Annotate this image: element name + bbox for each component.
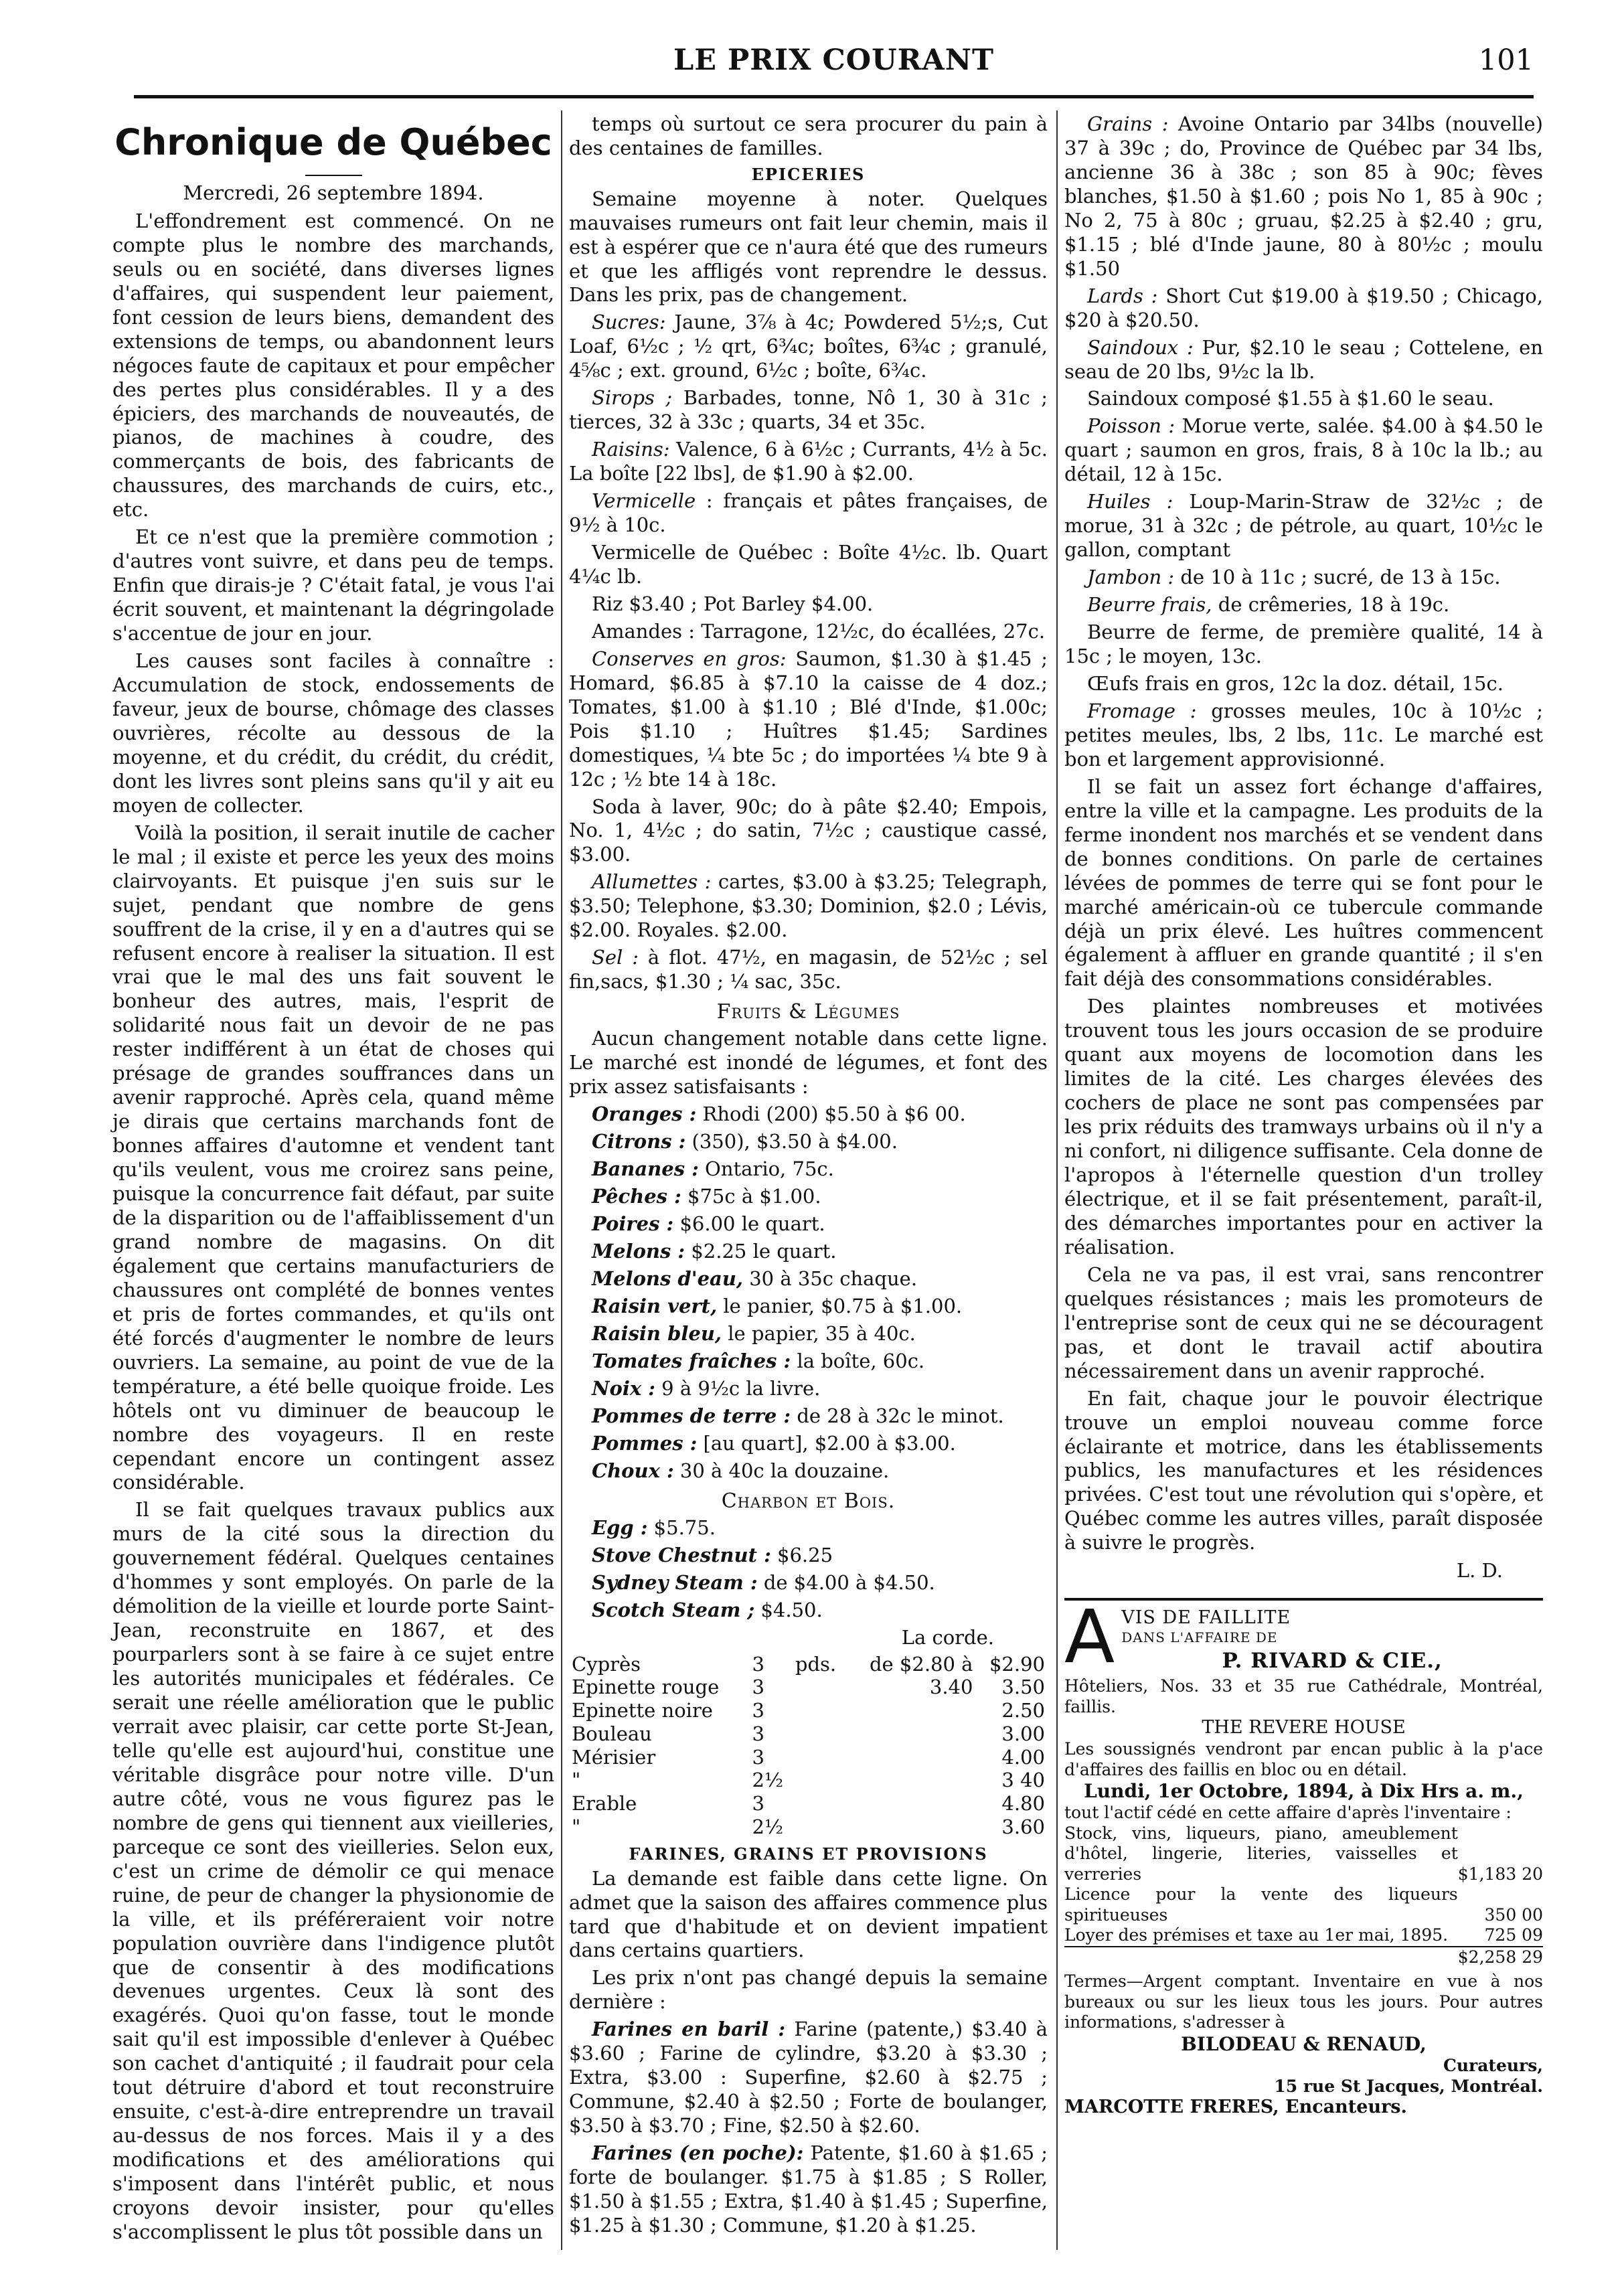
price-entry bbox=[569, 1130, 1048, 1154]
price-entry-text: Vermicelle de Québec : Boîte 4½c. lb. Quart 4¼c lb. bbox=[569, 541, 1048, 588]
price-entry-text: Beurre de ferme, de première qualité, 14 à 15c ; le moyen, 13c. bbox=[1064, 621, 1543, 668]
wood-cell-unit bbox=[793, 1746, 847, 1769]
price-entry bbox=[569, 1599, 1048, 1623]
price-entry bbox=[569, 1432, 1048, 1456]
inventory-amount: 350 00 bbox=[1484, 1904, 1543, 1925]
price-entry bbox=[569, 1516, 1048, 1540]
paragraph: Il se fait quelques travaux publics aux murs de la cité sous la direction du gouvernement fédéral. Quelques centaines d'hommes y sont employés. On parle de la démolition de la vieille et lourde porte Saint-Jean, reconstruite en 1867, et des pourparlers sont à se faire à ce sujet entre les autorités municipales et fédérales. Ce serait une réelle amélioration que le public verrait avec plaisir, car cette porte St-Jean, telle qu'elle est aujourd'hui, constitue une véritable disgrâce pour notre ville. D'un autre côté, vous ne vous figurez pas le nombre de gens qui tiennent aux vieilleries, parceque ce sont des vieilleries. Selon eux, c'est un crime de démolir ce qui menace ruine, de peur de changer la physionomie de la ville, et ils préféreraient voir notre population ouvrière dans l'indigence plutôt que de consentir à des modifications devenues urgentes. Ceux là sont des exagérés. Quoi qu'on fasse, tout le monde sait qu'il est impossible d'enlever à Québec son cachet d'antiquité ; il faudrait pour cela tout détruire d'abord et tout reconstruire ensuite, c'est-à-dire entreprendre un travail au-dessus de nos forces. Mais il y a des modifications et des améliorations qui s'imposent dans l'intérêt public, et nous croyons devoir insister, pour qu'elles s'accomplissent le plus tôt possible dans un bbox=[112, 1498, 555, 2244]
price-entry-label: Farines en baril : bbox=[592, 2018, 786, 2041]
price-entry-text: Soda à laver, 90c; do à pâte $2.40; Empois, No. 1, 4½c ; do satin, 7½c ; caustique cassé, $3.00. bbox=[569, 795, 1048, 866]
price-entry-label: Sydney Steam : bbox=[592, 1570, 758, 1594]
notice-curators-role: Curateurs, bbox=[1443, 2056, 1543, 2076]
price-entry-label: Saindoux : bbox=[1087, 335, 1194, 359]
price-entry-text: de $4.00 à $4.50. bbox=[757, 1570, 935, 1594]
price-entry bbox=[1064, 621, 1543, 669]
price-entry bbox=[569, 1377, 1048, 1401]
paragraph: L'effondrement est commencé. On ne compte plus le nombre des marchands, seuls ou en société, dans diverses lignes d'affaires, qui suspendent leur paiement, font cession de leurs biens, demandent des extensions de temps, ou abandonnent leurs négoces faute de capitaux et pour empêcher des pertes plus considérables. Il y a des épiciers, des marchands de nouveautés, de pianos, de machines à coudre, des commerçants de bois, des fabricants de chaussures, des marchands de cuirs, etc., etc. bbox=[112, 209, 554, 521]
price-entry-text: : français et pâtes françaises, de 9½ à 10c. bbox=[569, 489, 1048, 537]
newspaper-title: LE PRIX COURANT bbox=[673, 44, 995, 77]
price-entry-label: Jambon : bbox=[1087, 566, 1175, 589]
notice-terms: Termes—Argent comptant. Inventaire en vue à nos bureaux ou sur les lieux tous les jours. Pour autres informations, s'adresser à bbox=[1064, 1971, 1543, 2032]
wood-row bbox=[569, 1653, 1048, 1676]
price-entry bbox=[569, 311, 1048, 383]
wood-cell-p1 bbox=[847, 1769, 976, 1792]
wood-cell-p2: 2.50 bbox=[1001, 1699, 1045, 1722]
price-entry-text: [au quart], $2.00 à $3.00. bbox=[697, 1431, 956, 1455]
notice-firm: P. RIVARD & CIE., bbox=[1222, 1648, 1443, 1673]
inventory-label: Loyer des prémises et taxe au 1er mai, 1895. bbox=[1064, 1925, 1449, 1945]
section-rule bbox=[1064, 1598, 1543, 1601]
notice-address: Hôteliers, Nos. 33 et 35 rue Cathédrale, Montréal, faillis. bbox=[1064, 1676, 1543, 1716]
price-entry-label: Egg : bbox=[592, 1516, 648, 1539]
price-entry-text: Farine (patente,) $3.40 à $3.60 ; Farine de cylindre, $3.20 à $3.30 ; Extra, $3.00 : Superfine, $2.60 à $2.75 ; Commune, $2.40 à $2.50 ; Forte de boulanger, $3.50 à $3.70 ; Fine, $2.50 à $2.60. bbox=[569, 2018, 1048, 2137]
price-entry-label: Sucres: bbox=[592, 311, 666, 334]
price-entry bbox=[569, 541, 1048, 589]
header-rule bbox=[134, 95, 1534, 98]
price-entry-label: Poires : bbox=[592, 1212, 674, 1236]
price-entry-text: grosses meules, 10c à 10½c ; petites meules, lbs, 2 lbs, 11c. Le marché est bon et largement approvisionné. bbox=[1064, 699, 1543, 771]
wood-cell-unit bbox=[793, 1815, 847, 1839]
inventory-row bbox=[1064, 1925, 1543, 1946]
paragraph: En fait, chaque jour le pouvoir électrique trouve un emploi nouveau comme force éclairante et motrice, dans les établissements publics, les manufactures et les résidences privées. C'est tout une révolution qui s'opère, et Québec comme les autres villes, paraît disposée à suivre le progrès. bbox=[1064, 1386, 1543, 1554]
wood-cell-p2: 3.00 bbox=[1001, 1722, 1045, 1745]
price-entry-label: Sirops ; bbox=[592, 386, 673, 410]
price-entry-text: 30 à 40c la douzaine. bbox=[673, 1459, 890, 1482]
wood-cell-name: Erable bbox=[572, 1792, 637, 1815]
price-entry bbox=[569, 2141, 1048, 2238]
price-entry-text: le panier, $0.75 à $1.00. bbox=[717, 1294, 963, 1317]
notice-hotel: THE REVERE HOUSE bbox=[1202, 1717, 1406, 1738]
paragraph: Voilà la position, il serait inutile de cacher le mal ; il existe et perce les yeux des moins clairvoyants. Et puisque j'en suis sur le sujet, pendant que nombre de gens souffrent de la crise, il y en a d'autres qui se refusent encore à realiser la situation. Il est vrai que le mal des uns fait souvent le bonheur des autres, mais, l'esprit de solidarité nous fait un devoir de ne pas rester indifférent à un état de choses qui présage de grandes souffrances dans un avenir rapproché. Après cela, quand même je dirais que certains marchands font de bonnes affaires d'automne et vendent tant qu'ils veulent, vous me croirez sans peine, puisque la concurrence fait défaut, par suite de la disparition ou de l'affaiblissement d'un grand nombre de magasins. On dit également que certains manufacturiers de chaussures ont complété de bonnes ventes et pris de fortes commandes, et qu'ils ont été forcés d'augmenter le nombre de leurs ouvriers. La semaine, au point de vue de la température, a été belle quoique froide. Les hôtels ont vu diminuer de beaucoup le nombre des voyageurs. Il en reste cependant encore un contingent assez considérable. bbox=[112, 821, 554, 1494]
price-entry-text: Œufs frais en gros, 12c la doz. détail, 15c. bbox=[1087, 671, 1504, 695]
inventory-label: Licence pour la vente des liqueurs spiritueuses bbox=[1064, 1884, 1458, 1925]
wood-cell-name: Epinette rouge bbox=[572, 1676, 720, 1699]
price-entry bbox=[1064, 336, 1543, 384]
column-divider bbox=[1056, 110, 1058, 2250]
wood-cell-p1 bbox=[847, 1699, 976, 1722]
wood-row bbox=[569, 1769, 1048, 1792]
price-entry-label: Melons d'eau, bbox=[592, 1267, 743, 1290]
paragraph: Semaine moyenne à noter. Quelques mauvaises rumeurs ont fait leur chemin, mais il est à espérer que ce n'aura été que des rumeurs et que les affligés vont reprendre le dessus. Dans les prix, pas de changement. bbox=[569, 187, 1048, 307]
wood-cell-p2: 3 40 bbox=[1001, 1769, 1045, 1792]
paragraph: Il se fait un assez fort échange d'affaires, entre la ville et la campagne. Les produits de la ferme inondent nos marchés et se vendent dans de bonnes conditions. On parle de certaines lévées de pommes de terre qui se font pour le marché américain-où ce tubercule commande déjà un prix élevé. Les huîtres commencent également à affluer en grande quantité ; il s'en fait déjà des consommations considérables. bbox=[1064, 775, 1543, 991]
wood-cell-p2: 4.00 bbox=[1001, 1745, 1045, 1769]
price-entry bbox=[569, 1240, 1048, 1264]
price-entry-label: Lards : bbox=[1087, 284, 1158, 307]
paragraph: temps où surtout ce sera procurer du pain à des centaines de familles. bbox=[569, 112, 1048, 159]
paragraph: Et ce n'est que la première commotion ; d'autres vont suivre, et dans peu de temps. Enfin que dirais-je ? C'était fatal, je vous l'ai écrit souvent, et maintenant la dégringolade s'accentue de jour en jour. bbox=[112, 525, 554, 645]
article-heading: Chronique de Québec bbox=[114, 121, 552, 163]
price-entry-label: Noix : bbox=[592, 1376, 655, 1400]
paragraph: Les causes sont faciles à connaître : Accumulation de stock, endossements de faveur, jeux de bourse, chômage des classes ouvrières, récolte au dessous de la moyenne, et du crédit, du crédit, du crédit, dont les livres sont pleins sans qu'il y ait eu moyen de collecter. bbox=[112, 649, 554, 817]
notice-curators: BILODEAU & RENAUD, bbox=[1181, 2032, 1427, 2055]
price-entry-label: Raisin vert, bbox=[592, 1294, 718, 1317]
wood-cell-p1: de $2.80 à bbox=[869, 1652, 973, 1676]
price-entry-text: $75c à $1.00. bbox=[681, 1185, 821, 1208]
notice-subtitle: DANS L'AFFAIRE DE bbox=[1121, 1629, 1278, 1646]
price-entry-label: Sel : bbox=[592, 946, 639, 969]
wood-cell-unit bbox=[793, 1792, 847, 1815]
wood-row bbox=[569, 1792, 1048, 1815]
fruit-price-list bbox=[569, 1103, 1048, 1483]
inventory-row bbox=[1064, 1823, 1543, 1885]
wood-cell-name: " bbox=[572, 1769, 581, 1792]
paragraph: Des plaintes nombreuses et motivées trouvent tous les jours occasion de se produire quant aux moyens de locomotion dans les limites de la cité. Les charges élevées des cochers de place ne sont pas compensées par les prix réduits des tramways urbains où il n'y a ni confort, ni diligence suffisante. Cela donne de l'apropos à l'éternelle question d'un trolley électrique, et il se fait présentement, paraît-il, des démarches importantes pour en activer la réalisation. bbox=[1064, 995, 1543, 1259]
wood-cell-qty: 2½ bbox=[752, 1769, 784, 1792]
paragraph: La demande est faible dans cette ligne. On admet que la saison des affaires commence plus tard que d'habitude et on devient impatient dans certains quartiers. bbox=[569, 1866, 1048, 1962]
wood-cell-qty: 3 bbox=[752, 1652, 764, 1676]
price-entry-label: Scotch Steam ; bbox=[592, 1598, 755, 1621]
notice-date: Lundi, 1er Octobre, 1894, à Dix Hrs a. m., bbox=[1084, 1780, 1524, 1803]
price-entry-text: Saindoux composé $1.55 à $1.60 le seau. bbox=[1087, 387, 1494, 410]
coal-price-list bbox=[569, 1516, 1048, 1623]
wood-cell-name: " bbox=[572, 1815, 581, 1839]
notice-inventory-table bbox=[1064, 1823, 1543, 1946]
price-entry-text: de 28 à 32c le minot. bbox=[791, 1404, 1004, 1427]
price-entry-text: Ontario, 75c. bbox=[698, 1157, 834, 1181]
wood-table-header: La corde. bbox=[901, 1625, 994, 1649]
price-entry bbox=[569, 1322, 1048, 1346]
price-entry bbox=[569, 1571, 1048, 1595]
article-date: Mercredi, 26 septembre 1894. bbox=[183, 181, 484, 204]
column-2 bbox=[569, 112, 1048, 2241]
wood-cell-qty: 2½ bbox=[752, 1815, 784, 1839]
wood-cell-p1 bbox=[847, 1746, 976, 1769]
price-entry-label: Bananes : bbox=[592, 1157, 699, 1181]
wood-row bbox=[569, 1815, 1048, 1839]
price-entry-label: Pêches : bbox=[592, 1185, 681, 1208]
price-entry bbox=[1064, 285, 1543, 333]
price-entry bbox=[569, 870, 1048, 943]
notice-curators-address: 15 rue St Jacques, Montréal. bbox=[1274, 2076, 1543, 2096]
price-entry-text: Barbades, tonne, Nô 1, 30 à 31c ; tierces, 32 à 33c ; quarts, 34 et 35c. bbox=[569, 386, 1048, 434]
flour-price-list bbox=[569, 2018, 1048, 2238]
wood-cell-unit bbox=[793, 1769, 847, 1792]
wood-cell-unit bbox=[793, 1699, 847, 1722]
wood-cell-p2: 4.80 bbox=[1001, 1792, 1045, 1815]
price-entry-label: Huiles : bbox=[1087, 490, 1173, 513]
price-entry-text: la boîte, 60c. bbox=[791, 1349, 925, 1372]
notice-total: $2,258 29 bbox=[1064, 1946, 1543, 1968]
price-entry-label: Fromage : bbox=[1087, 699, 1197, 722]
price-entry-label: Farines (en poche): bbox=[592, 2141, 804, 2165]
price-entry-text: 30 à 35c chaque. bbox=[743, 1267, 918, 1290]
section-title-epiceries: EPICERIES bbox=[751, 164, 866, 184]
price-entry-label: Choux : bbox=[592, 1459, 674, 1482]
price-entry-text: Loup-Marin-Straw de 32½c ; de morue, 31 à 32c ; de pétrole, au quart, 10½c le gallon, comptant bbox=[1064, 490, 1543, 562]
price-entry-text: Short Cut $19.00 à $19.50 ; Chicago, $20 à $20.50. bbox=[1064, 284, 1543, 331]
price-entry-text: $6.00 le quart. bbox=[673, 1212, 825, 1236]
price-entry-text: $5.75. bbox=[647, 1516, 716, 1539]
price-entry bbox=[569, 1157, 1048, 1182]
price-entry-label: Melons : bbox=[592, 1239, 685, 1263]
price-entry-text: (350), $3.50 à $4.00. bbox=[685, 1130, 898, 1153]
section-title-charbon: Charbon et Bois. bbox=[721, 1489, 896, 1513]
price-entry-label: Poisson : bbox=[1087, 414, 1175, 438]
price-entry bbox=[569, 1459, 1048, 1483]
price-entry-text: $4.50. bbox=[754, 1598, 823, 1621]
inventory-label: Stock, vins, liqueurs, piano, ameublement d'hôtel, lingerie, literies, vaisselles et verreries bbox=[1064, 1823, 1458, 1884]
column-divider bbox=[561, 110, 562, 2250]
notice-title: VIS DE FAILLITE bbox=[1121, 1607, 1291, 1629]
wood-cell-p2: 3.50 bbox=[1001, 1676, 1045, 1699]
column-1 bbox=[112, 112, 554, 2248]
price-entry-label: Oranges : bbox=[592, 1103, 697, 1126]
price-entry-text: de 10 à 11c ; sucré, de 13 à 15c. bbox=[1174, 566, 1501, 589]
section-title-farines: FARINES, GRAINS ET PROVISIONS bbox=[629, 1844, 988, 1864]
wood-row bbox=[569, 1722, 1048, 1746]
price-entry-label: Vermicelle bbox=[592, 489, 696, 513]
wood-cell-p1: 3.40 bbox=[929, 1676, 973, 1699]
price-entry bbox=[569, 946, 1048, 994]
price-entry bbox=[1064, 490, 1543, 562]
price-entry bbox=[569, 1267, 1048, 1291]
price-entry-text: Jaune, 3⅞ à 4c; Powdered 5½;s, Cut Loaf, 6½c ; ½ qrt, 6¾c; boîtes, 6¾c ; granulé, 4⅝c ; ext. ground, 6½c ; boîte, 6¾c. bbox=[569, 311, 1048, 382]
price-entry-text: Avoine Ontario par 34lbs (nouvelle) 37 à 39c ; do, Province de Québec par 34 lbs, ancienne 36 à 38c ; son 85 à 90c; fèves blanches, $1.50 à $1.60 ; pois No 1, 85 à 90c ; No 2, 75 à 80c ; gruau, $2.25 à $2.40 ; gru, $1.15 ; blé d'Inde jaune, 80 à 80½c ; moulu $1.50 bbox=[1064, 112, 1543, 280]
section-title-fruits: Fruits & Légumes bbox=[716, 1000, 900, 1024]
notice-text: Les soussignés vendront par encan public à la p'ace d'affaires des faillis en bloc ou en détail. bbox=[1064, 1739, 1543, 1779]
price-entry-label: Beurre frais, bbox=[1087, 593, 1212, 617]
notice-text: tout l'actif cédé en cette affaire d'après l'inventaire : bbox=[1064, 1803, 1512, 1823]
price-entry-label: Pommes de terre : bbox=[592, 1404, 791, 1427]
price-entry-text: Amandes : Tarragone, 12½c, do écallées, 27c. bbox=[592, 619, 1046, 643]
wood-row bbox=[569, 1676, 1048, 1699]
price-entry bbox=[569, 1404, 1048, 1429]
notice-auctioneers: MARCOTTE FRERES, Encanteurs. bbox=[1064, 2097, 1407, 2118]
paragraph: Aucun changement notable dans cette ligne. Le marché est inondé de légumes, et font des prix assez satisfaisants : bbox=[569, 1027, 1048, 1099]
column-3 bbox=[1064, 112, 1543, 2119]
price-entry-text: Valence, 6 à 6½c ; Currants, 4½ à 5c. La boîte [22 lbs], de $1.90 à $2.00. bbox=[569, 438, 1048, 485]
price-entry bbox=[569, 592, 1048, 617]
page-header bbox=[134, 37, 1534, 77]
inventory-row bbox=[1064, 1884, 1543, 1925]
price-entry bbox=[569, 438, 1048, 486]
price-entry bbox=[569, 795, 1048, 868]
price-entry-label: Stove Chestnut : bbox=[592, 1543, 771, 1566]
wood-cell-qty: 3 bbox=[752, 1676, 764, 1699]
price-entry bbox=[569, 1103, 1048, 1127]
wood-cell-name: Bouleau bbox=[572, 1722, 652, 1745]
price-entry-label: Allumettes : bbox=[592, 870, 712, 894]
price-entry-text: $2.25 le quart. bbox=[685, 1239, 837, 1263]
inventory-amount: $1,183 20 bbox=[1457, 1864, 1543, 1884]
price-entry-label: Grains : bbox=[1087, 112, 1169, 135]
price-entry-label: Conserves en gros: bbox=[592, 647, 787, 670]
price-entry-text: Saumon, $1.30 à $1.45 ; Homard, $6.85 à $7.10 la caisse de 4 doz.; Tomates, $1.00 à $1.10 ; Blé d'Inde, $1.00c; Pois $1.10 ; Huîtres $1.45; Sardines domestiques, ¼ bte 5c ; do importées ¼ bte 9 à 12c ; ½ bte 14 à 18c. bbox=[569, 647, 1048, 791]
price-entry-text: Rhodi (200) $5.50 à $6 00. bbox=[696, 1103, 966, 1126]
wood-cell-p1 bbox=[847, 1722, 976, 1746]
wood-cell-qty: 3 bbox=[752, 1792, 764, 1815]
wood-cell-p1 bbox=[847, 1792, 976, 1815]
price-entry-label: Raisin bleu, bbox=[592, 1321, 722, 1345]
wood-cell-p2: 3.60 bbox=[1001, 1815, 1045, 1839]
paragraph: Cela ne va pas, il est vrai, sans rencontrer quelques résistances ; mais les promoteurs de l'entreprise sont de ceux qui ne se découragent pas, et dont le travail actif aboutira nécessairement dans un avenir rapproché. bbox=[1064, 1263, 1543, 1382]
wood-price-table bbox=[569, 1653, 1048, 1839]
price-entry bbox=[1064, 672, 1543, 696]
heading-rule bbox=[305, 175, 362, 176]
price-entry bbox=[1064, 593, 1543, 617]
wood-row bbox=[569, 1699, 1048, 1722]
price-entry bbox=[569, 2018, 1048, 2138]
price-entry bbox=[569, 620, 1048, 644]
provisions-price-list bbox=[1064, 112, 1543, 772]
price-entry-label: Tomates fraîches : bbox=[592, 1349, 791, 1372]
price-entry bbox=[1064, 414, 1543, 487]
price-entry bbox=[569, 1544, 1048, 1568]
signature: L. D. bbox=[1456, 1559, 1503, 1583]
price-entry bbox=[1064, 566, 1543, 590]
price-entry bbox=[569, 647, 1048, 792]
page-number: 101 bbox=[1478, 44, 1534, 77]
wood-cell-name: Cyprès bbox=[572, 1652, 641, 1676]
price-entry-text: 9 à 9½c la livre. bbox=[655, 1376, 821, 1400]
wood-cell-name: Mérisier bbox=[572, 1745, 656, 1769]
price-entry bbox=[569, 1212, 1048, 1236]
drop-cap: A bbox=[1064, 1594, 1115, 1680]
wood-cell-unit bbox=[793, 1676, 847, 1699]
price-entry bbox=[569, 489, 1048, 538]
wood-cell-qty: 3 bbox=[752, 1699, 764, 1722]
price-entry-text: Pur, $2.10 le seau ; Cottelene, en seau de 20 lbs, 9½c la lb. bbox=[1064, 335, 1544, 383]
price-entry bbox=[569, 1350, 1048, 1374]
price-entry bbox=[569, 1295, 1048, 1319]
bankruptcy-notice bbox=[1064, 1594, 1543, 2119]
price-entry bbox=[1064, 112, 1543, 281]
price-entry-label: Pommes : bbox=[592, 1431, 698, 1455]
price-entry-text: de crêmeries, 18 à 19c. bbox=[1212, 593, 1450, 617]
price-entry-text: Patente, $1.60 à $1.65 ; forte de boulanger. $1.75 à $1.85 ; S Roller, $1.50 à $1.55 ; Extra, $1.40 à $1.45 ; Superfine, $1.25 à $1.30 ; Commune, $1.20 à $1.25. bbox=[569, 2141, 1048, 2237]
price-entry-text: $6.25 bbox=[770, 1543, 833, 1566]
inventory-amount: 725 09 bbox=[1484, 1925, 1543, 1945]
price-entry-text: cartes, $3.00 à $3.25; Telegraph, $3.50; Telephone, $3.30; Dominion, $2.0 ; Lévis, $2.00. Royales. $2.00. bbox=[569, 870, 1048, 942]
paragraph: Les prix n'ont pas changé depuis la semaine dernière : bbox=[569, 1966, 1048, 2014]
grocery-price-list bbox=[569, 311, 1048, 994]
wood-cell-unit: pds. bbox=[795, 1652, 837, 1676]
price-entry bbox=[569, 1185, 1048, 1209]
wood-cell-qty: 3 bbox=[752, 1745, 764, 1769]
price-entry-text: Morue verte, salée. $4.00 à $4.50 le quart ; saumon en gros, frais, 8 à 10c la lb.; au détail, 12 à 15c. bbox=[1064, 414, 1543, 486]
price-entry bbox=[569, 386, 1048, 434]
price-entry-label: Raisins: bbox=[592, 438, 670, 461]
price-entry-text: le papier, 35 à 40c. bbox=[722, 1321, 916, 1345]
price-entry-text: Riz $3.40 ; Pot Barley $4.00. bbox=[592, 592, 874, 615]
wood-cell-unit bbox=[793, 1722, 847, 1746]
wood-row bbox=[569, 1746, 1048, 1769]
wood-cell-p2: $2.90 bbox=[989, 1652, 1045, 1676]
price-entry bbox=[1064, 387, 1543, 411]
wood-cell-name: Epinette noire bbox=[572, 1699, 713, 1722]
wood-cell-qty: 3 bbox=[752, 1722, 764, 1745]
price-entry bbox=[1064, 700, 1543, 772]
price-entry-text: à flot. 47½, en magasin, de 52½c ; sel fin,sacs, $1.30 ; ¼ sac, 35c. bbox=[569, 946, 1048, 993]
wood-cell-p1 bbox=[847, 1815, 976, 1839]
price-entry-label: Citrons : bbox=[592, 1130, 686, 1153]
